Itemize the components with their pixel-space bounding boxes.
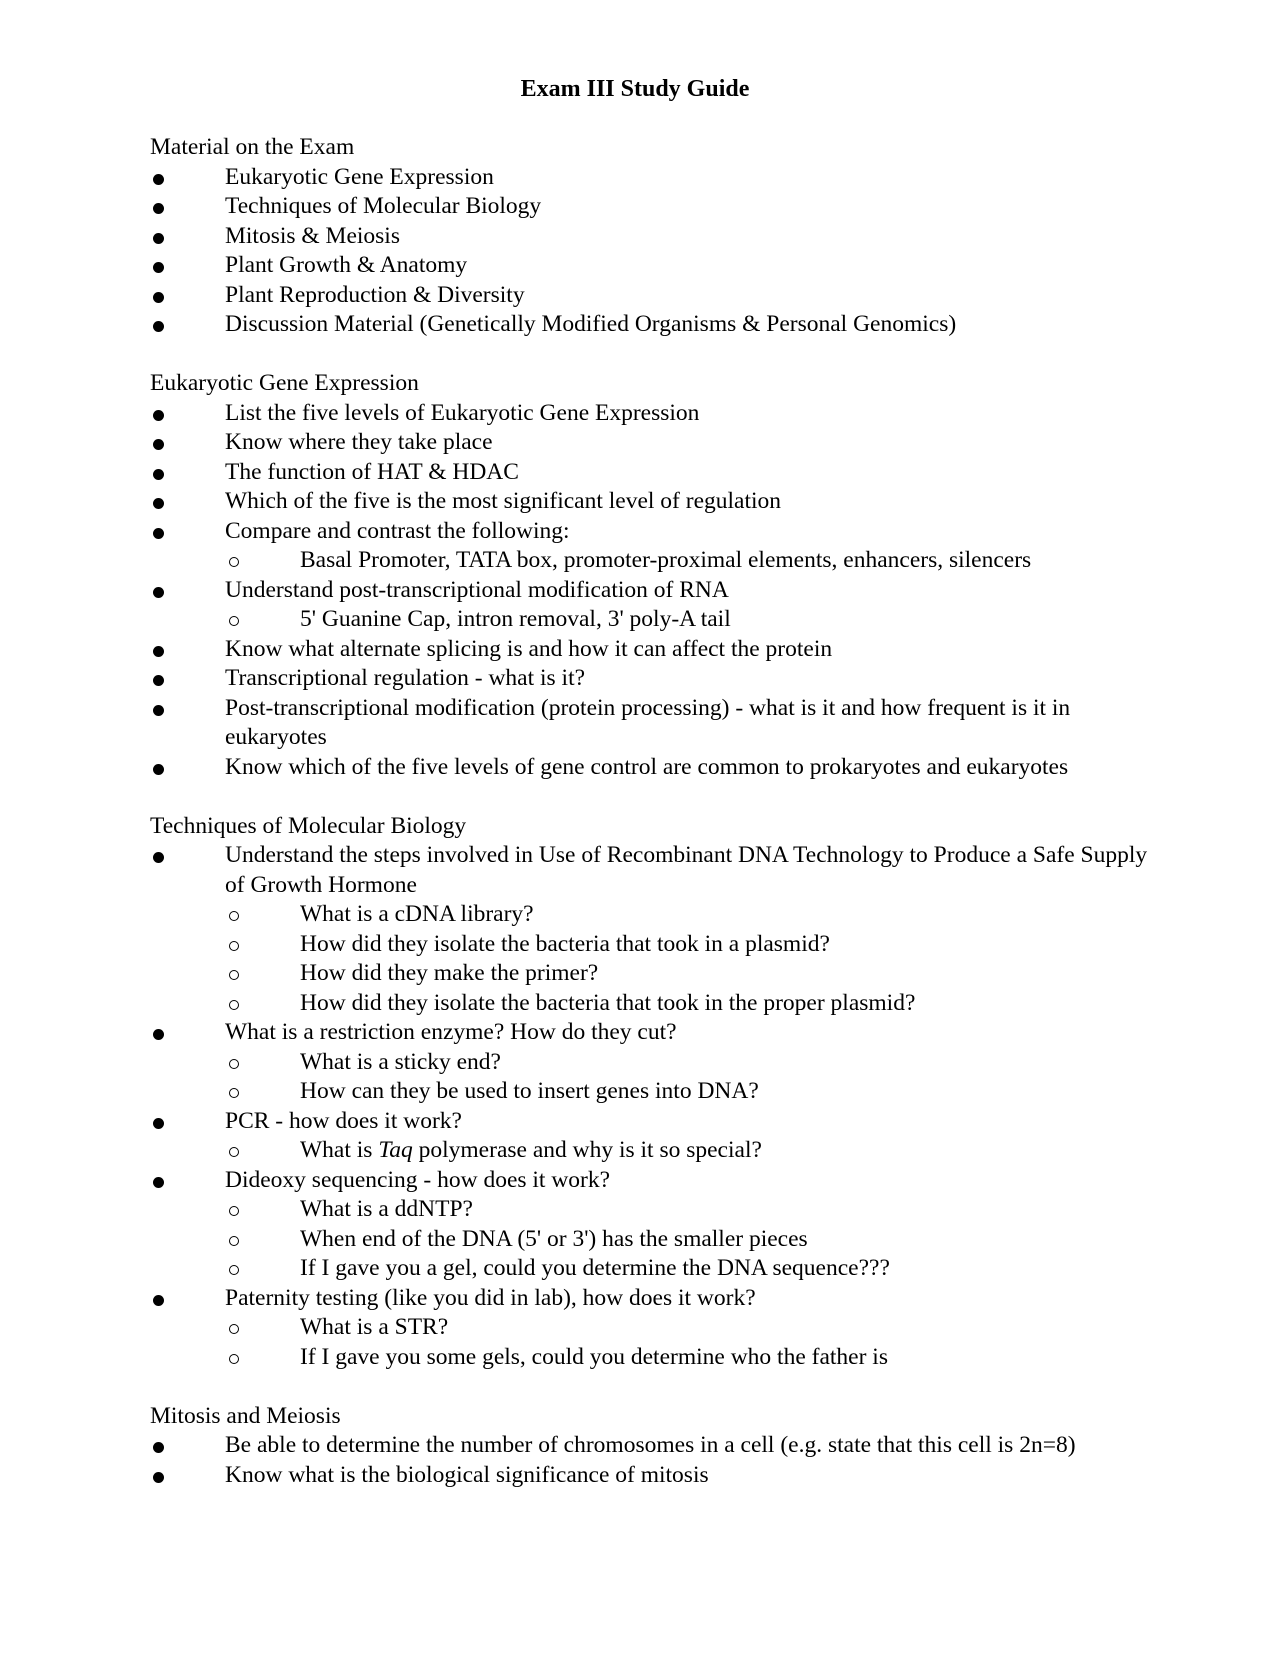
bullet-icon <box>153 469 164 480</box>
list-item <box>150 1431 1150 1461</box>
list-item <box>150 841 1150 1018</box>
list-item-text: Which of the five is the most significant level of regulation <box>225 488 782 514</box>
hollow-bullet-icon <box>229 1324 239 1334</box>
sub-list-item <box>225 1343 1150 1373</box>
bullet-icon <box>153 1472 164 1483</box>
list-item <box>150 487 1150 517</box>
bullet-icon <box>153 646 164 657</box>
sub-list-item-text: What is a ddNTP? <box>300 1196 473 1222</box>
bullet-icon <box>153 321 164 332</box>
list-item-text: Know which of the five levels of gene control are common to prokaryotes and eukaryotes <box>225 753 1069 780</box>
list-item-text: PCR - how does it work? <box>225 1107 462 1134</box>
sub-list-item-text: What is Taq polymerase and why is it so special? <box>300 1137 762 1163</box>
hollow-bullet-icon <box>229 1354 239 1364</box>
sub-list-item <box>225 959 1150 989</box>
list-item-text: List the five levels of Eukaryotic Gene Expression <box>225 399 700 426</box>
bullet-icon <box>153 705 164 716</box>
hollow-bullet-icon <box>229 1265 239 1275</box>
bullet-list <box>150 841 1150 1372</box>
sub-list-item-text: How did they isolate the bacteria that took in a plasmid? <box>300 930 830 957</box>
bullet-icon <box>153 675 164 686</box>
list-item-text: The function of HAT & HDAC <box>225 458 519 485</box>
list-item <box>150 753 1150 783</box>
list-item <box>150 458 1150 488</box>
list-item <box>150 399 1150 429</box>
hollow-bullet-icon <box>229 941 239 951</box>
sub-list-item-text: 5' Guanine Cap, intron removal, 3' poly-A tail <box>300 606 731 632</box>
sub-list-item-text: When end of the DNA (5' or 3') has the smaller pieces <box>300 1225 808 1252</box>
list-item-text: Eukaryotic Gene Expression <box>225 163 494 190</box>
bullet-icon <box>153 852 164 863</box>
list-item-text: Transcriptional regulation - what is it? <box>225 665 586 691</box>
sub-list-item <box>225 900 1150 930</box>
list-item <box>150 1461 1150 1491</box>
document-body <box>150 133 1150 1520</box>
bullet-icon <box>153 292 164 303</box>
sub-list-item <box>225 989 1150 1019</box>
list-item <box>150 222 1150 252</box>
bullet-icon <box>153 498 164 509</box>
sub-list-item <box>225 1136 1150 1166</box>
sub-list-item <box>225 1254 1150 1284</box>
list-item-text: Plant Growth & Anatomy <box>225 252 468 278</box>
page-title: Exam III Study Guide <box>520 76 750 102</box>
sub-list <box>225 546 1150 576</box>
bullet-icon <box>153 587 164 598</box>
hollow-bullet-icon <box>229 1059 239 1069</box>
list-item <box>150 1107 1150 1166</box>
bullet-icon <box>153 410 164 421</box>
sub-list-item-text: How can they be used to insert genes into DNA? <box>300 1078 759 1104</box>
list-item <box>150 281 1150 311</box>
sub-list-item <box>225 1195 1150 1225</box>
list-item-text: Paternity testing (like you did in lab), how does it work? <box>225 1284 756 1311</box>
list-item-text: Know what alternate splicing is and how it can affect the protein <box>225 635 833 662</box>
sub-list <box>225 1136 1150 1166</box>
list-item-text: Plant Reproduction & Diversity <box>225 281 525 308</box>
bullet-icon <box>153 439 164 450</box>
hollow-bullet-icon <box>229 1206 239 1216</box>
sub-list-item <box>225 1048 1150 1078</box>
bullet-icon <box>153 1118 164 1129</box>
list-item-text: Know where they take place <box>225 429 493 455</box>
hollow-bullet-icon <box>229 1000 239 1010</box>
hollow-bullet-icon <box>229 1236 239 1246</box>
list-item-text: Post-transcriptional modification (protein processing) - what is it and how frequent is it in eukaryotes <box>225 694 1071 750</box>
list-item <box>150 1166 1150 1284</box>
section-heading: Material on the Exam <box>150 134 355 160</box>
list-item <box>150 1018 1150 1107</box>
list-item <box>150 310 1150 340</box>
sub-list-item-text: How did they isolate the bacteria that took in the proper plasmid? <box>300 989 916 1016</box>
sub-list <box>225 1313 1150 1372</box>
list-item-text: Mitosis & Meiosis <box>225 222 400 249</box>
sub-list-item-text: If I gave you a gel, could you determine the DNA sequence??? <box>300 1255 890 1281</box>
list-item <box>150 576 1150 635</box>
list-item-text: Understand the steps involved in Use of Recombinant DNA Technology to Produce a Safe Supply of Growth Hormone <box>225 842 1148 898</box>
hollow-bullet-icon <box>229 616 239 626</box>
list-item-text: Compare and contrast the following: <box>225 517 570 544</box>
sub-list <box>225 1195 1150 1284</box>
list-item-text: Dideoxy sequencing - how does it work? <box>225 1166 611 1193</box>
list-item <box>150 1284 1150 1373</box>
section-heading: Mitosis and Meiosis <box>150 1402 341 1429</box>
bullet-icon <box>153 233 164 244</box>
bullet-icon <box>153 262 164 273</box>
sub-list <box>225 1048 1150 1107</box>
sub-list-item-text: How did they make the primer? <box>300 960 599 986</box>
list-item <box>150 517 1150 576</box>
bullet-icon <box>153 1177 164 1188</box>
bullet-icon <box>153 1029 164 1040</box>
list-item-text: Techniques of Molecular Biology <box>225 193 542 219</box>
sub-list-item <box>225 1225 1150 1255</box>
list-item <box>150 635 1150 665</box>
hollow-bullet-icon <box>229 557 239 567</box>
sub-list-item-text: What is a STR? <box>300 1314 449 1340</box>
list-item <box>150 664 1150 694</box>
bullet-icon <box>153 203 164 214</box>
sub-list-item <box>225 605 1150 635</box>
bullet-icon <box>153 1295 164 1306</box>
sub-list-item-text: Basal Promoter, TATA box, promoter-proximal elements, enhancers, silencers <box>300 547 1032 573</box>
sub-list-item-text: What is a sticky end? <box>300 1048 501 1075</box>
hollow-bullet-icon <box>229 1088 239 1098</box>
section <box>150 812 1150 1373</box>
list-item-text: What is a restriction enzyme? How do they cut? <box>225 1019 677 1045</box>
section <box>150 369 1150 782</box>
sub-list-item <box>225 1313 1150 1343</box>
bullet-list <box>150 1431 1150 1490</box>
sub-list <box>225 900 1150 1018</box>
sub-list-item-text: If I gave you some gels, could you determine who the father is <box>300 1343 888 1370</box>
sub-list-item <box>225 930 1150 960</box>
section <box>150 133 1150 340</box>
bullet-list <box>150 163 1150 340</box>
list-item <box>150 192 1150 222</box>
list-item <box>150 694 1150 753</box>
hollow-bullet-icon <box>229 911 239 921</box>
sub-list-item-text: What is a cDNA library? <box>300 901 534 927</box>
list-item-text: Be able to determine the number of chromosomes in a cell (e.g. state that this cell is 2n=8) <box>225 1432 1076 1458</box>
bullet-icon <box>153 764 164 775</box>
list-item-text: Understand post-transcriptional modification of RNA <box>225 576 729 603</box>
list-item <box>150 163 1150 193</box>
list-item <box>150 428 1150 458</box>
section <box>150 1402 1150 1491</box>
bullet-list <box>150 399 1150 783</box>
section-heading: Techniques of Molecular Biology <box>150 812 467 839</box>
sub-list <box>225 605 1150 635</box>
list-item <box>150 251 1150 281</box>
bullet-icon <box>153 528 164 539</box>
list-item-text: Know what is the biological significance of mitosis <box>225 1461 709 1488</box>
list-item-text: Discussion Material (Genetically Modified Organisms & Personal Genomics) <box>225 311 957 337</box>
hollow-bullet-icon <box>229 1147 239 1157</box>
sub-list-item <box>225 546 1150 576</box>
section-heading: Eukaryotic Gene Expression <box>150 370 419 396</box>
hollow-bullet-icon <box>229 970 239 980</box>
bullet-icon <box>153 1442 164 1453</box>
sub-list-item <box>225 1077 1150 1107</box>
bullet-icon <box>153 174 164 185</box>
